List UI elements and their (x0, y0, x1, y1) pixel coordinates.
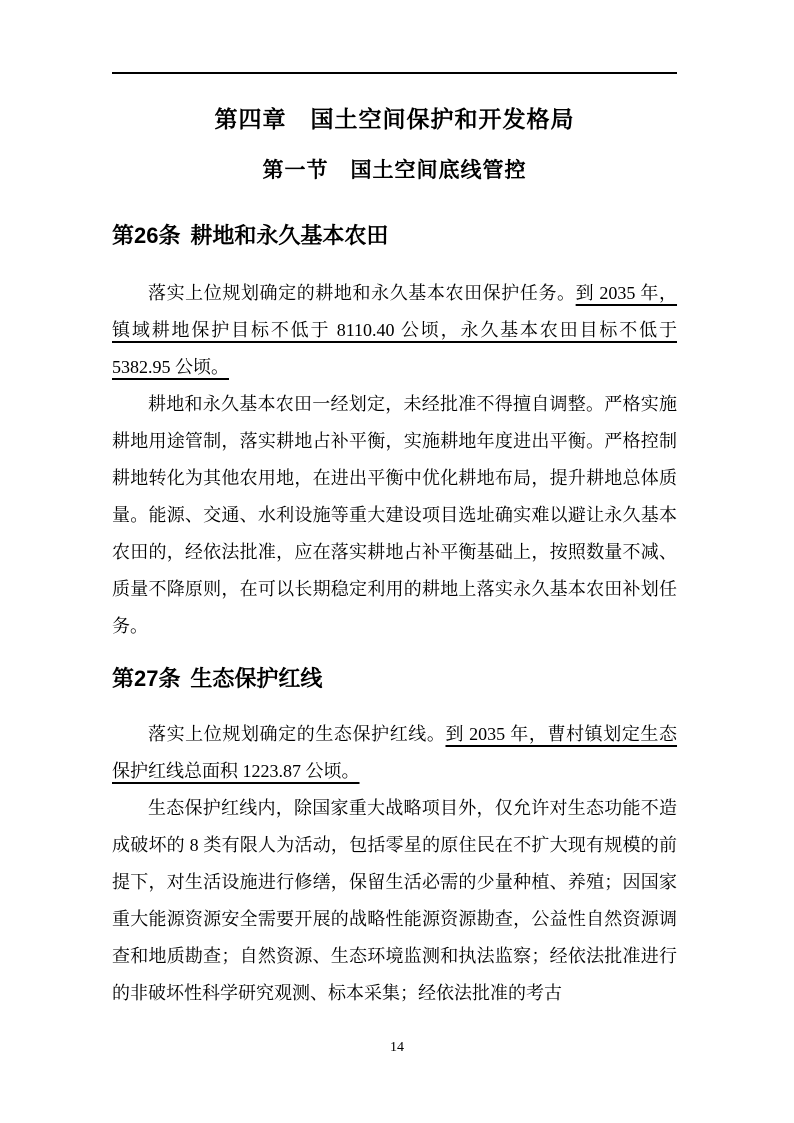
section-title: 第一节 国土空间底线管控 (262, 158, 527, 182)
article-26-paragraph-2: 耕地和永久基本农田一经划定，未经批准不得擅自调整。严格实施耕地用途管制，落实耕地占补平衡，实施耕地年度进出平衡。严格控制耕地转化为其他农用地，在进出平衡中优化耕地布局，提升耕地总体质量。能源、交通、水利设施等重大建设项目选址确实难以避让永久基本农田的，经依法批准，应在落实耕地占补平衡基础上，按照数量不减、质量不降原则，在可以长期稳定利用的耕地上落实永久基本农田补划任务。 (112, 394, 677, 636)
chapter-title: 第四章 国土空间保护和开发格局 (214, 106, 575, 132)
page-number: 14 (390, 1040, 404, 1055)
article-26-title: 耕地和永久基本农田 (190, 223, 389, 248)
article-27-paragraph-1-underlined-target: 到 2035 年，曹村镇划定生态保护红线总面积 1223.87 公顷。 (112, 724, 678, 781)
page-content (112, 74, 677, 1012)
article-27-title: 生态保护红线 (190, 666, 323, 691)
article-26-number: 第26条 (112, 223, 181, 248)
article-27-paragraph-1 (112, 716, 677, 790)
article-27-number: 第27条 (112, 666, 181, 691)
article-26-paragraph-1 (112, 275, 677, 386)
article-27-heading (112, 668, 677, 690)
article-26-heading (112, 225, 677, 247)
article-27-paragraph-2: 生态保护红线内，除国家重大战略项目外，仅允许对生态功能不造成破坏的 8 类有限人为活动，包括零星的原住民在不扩大现有规模的前提下，对生活设施进行修缮，保留生活必需的少量种植、养殖；因国家重大能源资源安全需要开展的战略性能源资源勘查，公益性自然资源调查和地质勘查；自然资源、生态环境监测和执法监察；经依法批准进行的非破坏性科学研究观测、标本采集；经依法批准的考古 (112, 798, 677, 1003)
article-26-paragraph-1-underlined-target: 到 2035 年，镇域耕地保护目标不低于 8110.40 公顷，永久基本农田目标不低于 5382.95 公顷。 (112, 283, 678, 377)
article-27-paragraph-1-normal-text: 落实上位规划确定的生态保护红线。 (148, 724, 446, 744)
article-26-paragraph-1-normal-text: 落实上位规划确定的耕地和永久基本农田保护任务。 (148, 283, 576, 303)
